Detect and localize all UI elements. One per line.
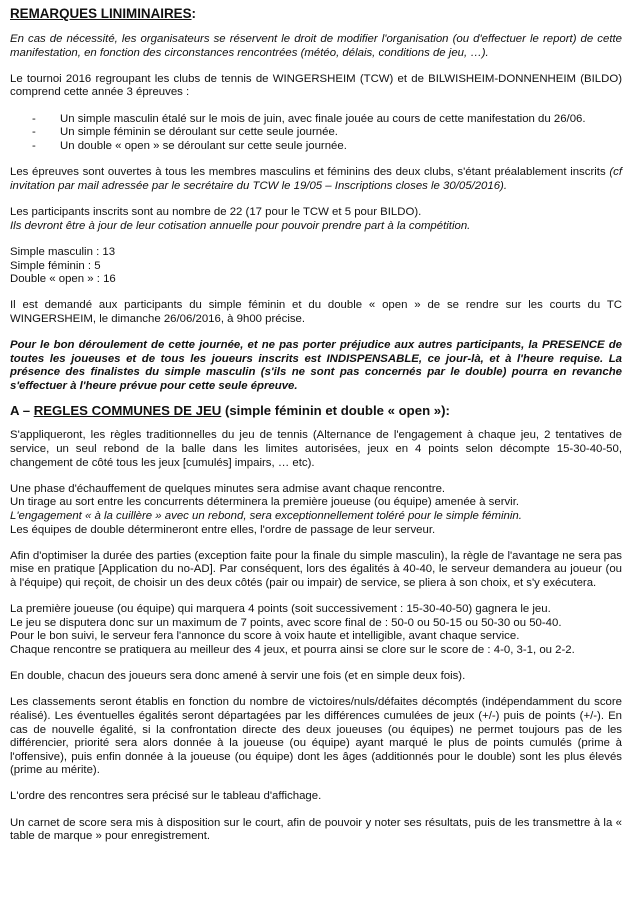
section-title-text: REMARQUES LINIMINAIRES	[10, 6, 192, 21]
section-a-title: REGLES COMMUNES DE JEU	[33, 403, 222, 419]
points-line: Chaque rencontre se pratiquera au meilleur des 4 jeux, et pourra ainsi se clore sur le score de : 4-0, 3-1, ou 2-2.	[10, 643, 575, 656]
points-line: Le jeu se disputera donc sur un maximum de 7 points, avec score final de : 50-0 ou 50-15 ou 50-30 ou 50-40.	[10, 616, 562, 629]
tournament-paragraph: Le tournoi 2016 regroupant les clubs de tennis de WINGERSHEIM (TCW) et de BILWISHEIM-DONNENHEIM (BILDO) comprend cette année 3 épreuves :	[10, 72, 622, 99]
warmup-line: Une phase d'échauffement de quelques minutes sera admise avant chaque rencontre.	[10, 482, 446, 495]
open-events-paragraph	[10, 166, 622, 193]
event-text: Un double « open » se déroulant sur cette seule journée.	[60, 139, 347, 152]
optimize-paragraph: Afin d'optimiser la durée des parties (exception faite pour la finale du simple masculin), la règle de l'avantage ne sera pas mise en pratique [Application du no-AD]. Par conséquent, lors des égalités à 40-40, le serveur demandera au joueur (ou à l'équipe) qui reçoit, de choisir un des deux côtés (pair ou impair) de service, se pliera à son choix, et s'y exécutera.	[10, 549, 622, 589]
list-item: - Un simple féminin se déroulant sur cette seule journée.	[32, 126, 338, 139]
events-list	[10, 113, 622, 154]
section-title	[10, 6, 622, 22]
points-block	[10, 603, 622, 657]
order-paragraph: L'ordre des rencontres sera précisé sur le tableau d'affichage.	[10, 790, 322, 803]
list-item: - Un simple masculin étalé sur le mois de juin, avec finale jouée au cours de cette manifestation du 26/06.	[32, 112, 586, 125]
participants-text: Les participants inscrits sont au nombre de 22 (17 pour le TCW et 5 pour BILDO).	[10, 206, 422, 219]
points-line: Pour le bon suivi, le serveur fera l'annonce du score à voix haute et intelligible, avant chaque service.	[10, 630, 520, 643]
document-page	[10, 6, 622, 844]
intro-paragraph: En cas de nécessité, les organisateurs se réservent le droit de modifier l'organisation (ou d'effectuer le report) de cette manifestation, en fonction des circonstances rencontrées (météo, délais, conditions de jeu, …).	[10, 33, 622, 59]
participants-note: Ils devront être à jour de leur cotisation annuelle pour pouvoir prendre part à la compétition.	[10, 219, 471, 232]
warmup-block	[10, 483, 622, 537]
ranking-paragraph: Les classements seront établis en fonction du nombre de victoires/nuls/défaites décomptés (indépendamment du score réalisé). Les éventuelles égalités seront départagées par les différences cumulées de jeux (+/-) puis de points (+/-). En cas de nouvelle égalité, si la confrontation directe des deux joueuses (ou équipes) ne permet toujours pas de les différencier, priorité sera alors donnée à la joueuse (ou équipe) ayant marqué le plus de points cumulés (prime à l'offensive), puis enfin donnée à la joueuse (ou équipe) dont les âges (additionnés pour le double) sont les plus élevés (prime au mérite).	[10, 696, 622, 777]
section-title-suffix: :	[191, 6, 196, 21]
open-events-note: (cf invitation par mail adressée par le secrétaire du TCW le 19/05 – Inscriptions closes le 30/05/2016).	[10, 166, 622, 192]
participants-paragraph	[10, 206, 622, 233]
section-a-prefix: A –	[10, 403, 34, 419]
points-line: La première joueuse (ou équipe) qui marquera 4 points (soit successivement : 15-30-40-50) gagnera le jeu.	[10, 603, 551, 616]
event-text: Un simple féminin se déroulant sur cette seule journée.	[60, 126, 338, 139]
list-item: - Un double « open » se déroulant sur cette seule journée.	[32, 139, 347, 152]
count-line: Simple féminin : 5	[10, 259, 101, 272]
scorecard-paragraph: Un carnet de score sera mis à disposition sur le court, afin de pouvoir y noter ses résultats, puis de les transmettre à la « table de marque » pour enregistrement.	[10, 816, 622, 843]
section-a-heading	[10, 403, 622, 419]
rules-paragraph: S'appliqueront, les règles traditionnelles du jeu de tennis (Alternance de l'engagement à chaque jeu, 2 tentatives de service, un seul rebond de la balle dans les limites autorisées, jeux en 4 points selon décompte 15-30-40-50, changement de côté tous les jeux [cumulés] impairs, … etc).	[10, 429, 622, 469]
double-paragraph: En double, chacun des joueurs sera donc amené à servir une fois (et en simple deux fois).	[10, 670, 466, 683]
section-a-suffix: (simple féminin et double « open »):	[221, 403, 450, 419]
warmup-line: Un tirage au sort entre les concurrents déterminera la première joueuse (ou équipe) amenée à servir.	[10, 496, 520, 509]
counts-block	[10, 246, 622, 287]
warmup-note: L'engagement « à la cuillère » avec un rebond, sera exceptionnellement toléré pour le simple féminin.	[10, 510, 522, 522]
event-text: Un simple masculin étalé sur le mois de juin, avec finale jouée au cours de cette manifestation du 26/06.	[60, 112, 586, 125]
count-line: Simple masculin : 13	[10, 245, 116, 258]
request-paragraph: Il est demandé aux participants du simple féminin et du double « open » de se rendre sur les courts du TC WINGERSHEIM, le dimanche 26/06/2016, à 9h00 précise.	[10, 299, 622, 325]
warmup-line: Les équipes de double détermineront entre elles, l'ordre de passage de leur serveur.	[10, 523, 436, 536]
count-line: Double « open » : 16	[10, 273, 116, 286]
open-events-text: Les épreuves sont ouvertes à tous les membres masculins et féminins des deux clubs, s'étant préalablement inscrits	[10, 166, 610, 179]
presence-paragraph: Pour le bon déroulement de cette journée, et ne pas porter préjudice aux autres participants, la PRESENCE de toutes les joueuses et de tous les joueurs inscrits est INDISPENSABLE, ce jour-là, et à l'heure requise. La présence des finalistes du simple masculin (s'ils ne sont pas concernés par le double) pourra en revanche s'effectuer à l'heure prévue pour cette seule épreuve.	[10, 339, 622, 392]
